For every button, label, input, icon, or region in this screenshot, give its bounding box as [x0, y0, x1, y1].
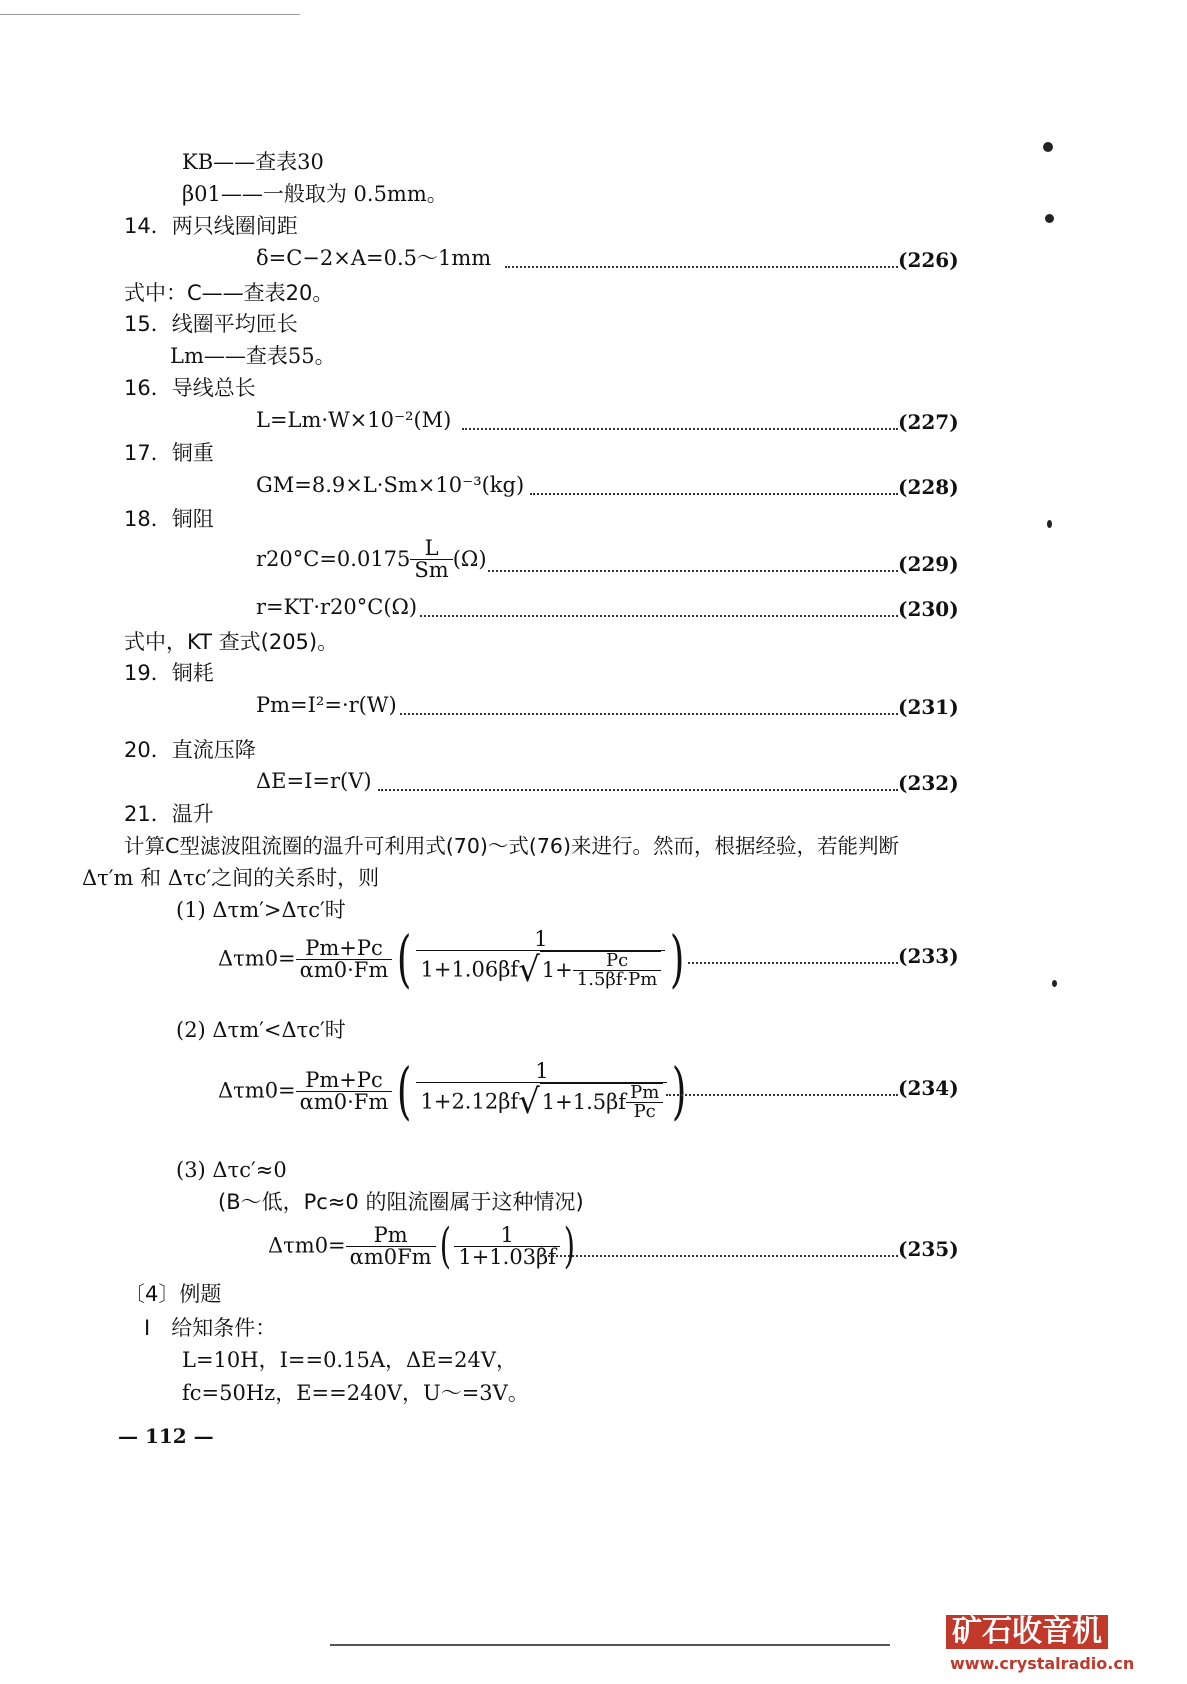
eq232-number: (232) — [898, 771, 959, 795]
eq235-num1: Pm — [346, 1225, 436, 1247]
section-21: 21．温升 — [124, 802, 214, 826]
radical-icon: √ — [518, 950, 540, 990]
eq226-body: δ=C−2×A=0.5～1mm — [256, 246, 492, 270]
section-15: 15．线圈平均匝长 — [124, 312, 298, 336]
eq229-fraction — [410, 538, 452, 581]
margin-speck — [1043, 142, 1053, 152]
eq233-den2 — [416, 951, 665, 989]
eq228-body: GM=8.9×L·Sm×10⁻³(kg) — [256, 473, 525, 497]
eq233-radicand — [540, 951, 662, 989]
margin-speck — [1052, 980, 1057, 987]
radical-icon: √ — [518, 1082, 540, 1122]
eq230-body: r=KT·r20°C(Ω) — [256, 595, 418, 619]
eq235-den2: 1+1.03βf — [458, 1244, 556, 1269]
eq228-number: (228) — [898, 475, 959, 499]
eq235-leader — [540, 1255, 898, 1257]
top-scan-line — [0, 14, 300, 15]
eq226-number: (226) — [898, 248, 959, 272]
note-kt: 式中，KT 查式(205)。 — [124, 630, 339, 654]
eq229-left: r20°C=0.0175 — [256, 547, 411, 571]
paragraph-line-2: Δτ′m 和 Δτc′之间的关系时，则 — [82, 866, 380, 890]
example-line-1: L=10H，I==0.15A，ΔE=24V， — [182, 1348, 517, 1372]
eq229-den: Sm — [414, 558, 449, 582]
bottom-scan-line — [330, 1644, 890, 1646]
example-line-2: fc=50Hz，E==240V，U～=3V。 — [182, 1381, 529, 1405]
eq235-number: (235) — [898, 1237, 959, 1261]
eq226-leader — [505, 266, 898, 268]
eq227-body: L=Lm·W×10⁻²(M) — [256, 408, 452, 432]
eq234-number: (234) — [898, 1076, 959, 1100]
eq233-fraction-2 — [416, 929, 665, 989]
eq234-fraction-2 — [416, 1061, 667, 1121]
eq233-inner-num: Pc — [573, 952, 662, 971]
eq235-close-paren: ) — [563, 1218, 575, 1274]
example-given: Ⅰ 给知条件： — [144, 1316, 277, 1340]
eq235-open-paren: ( — [439, 1218, 451, 1274]
eq235-fraction-2 — [454, 1222, 560, 1269]
eq234-formula — [218, 1054, 691, 1127]
eq233-den2b: 1+ — [541, 958, 573, 982]
beta01-line: β01——一般取为 0.5mm。 — [182, 182, 448, 206]
eq234-den1: αm0·Fm — [299, 1089, 389, 1114]
eq227-number: (227) — [898, 410, 959, 434]
example-heading: 〔4〕例题 — [124, 1282, 222, 1306]
case-1: (1) Δτm′>Δτc′时 — [176, 898, 346, 922]
eq227-leader — [462, 428, 898, 430]
case-3-note: (B～低，Pc≈0 的阻流圈属于这种情况) — [218, 1190, 584, 1214]
eq234-lhs: Δτm0= — [218, 1078, 296, 1103]
eq233-leader — [688, 962, 898, 964]
eq233-formula — [218, 922, 690, 995]
eq234-leader — [666, 1094, 898, 1096]
margin-speck — [1047, 520, 1052, 528]
eq233-den1: αm0·Fm — [299, 957, 389, 982]
eq229-formula — [256, 538, 487, 581]
eq235-num2: 1 — [454, 1225, 560, 1247]
eq235-fraction-1 — [346, 1222, 436, 1269]
section-19: 19．铜耗 — [124, 661, 214, 685]
kb-line: KB——查表30 — [182, 150, 324, 174]
eq233-lhs: Δτm0= — [218, 946, 296, 971]
eq233-fraction-1 — [296, 935, 393, 982]
eq233-num1: Pm+Pc — [296, 938, 393, 960]
case-3: (3) Δτc′≈0 — [176, 1158, 287, 1182]
eq234-num2: 1 — [416, 1061, 667, 1083]
section-16: 16．导线总长 — [124, 376, 256, 400]
eq234-inner-fraction — [626, 1084, 663, 1121]
eq233-inner-fraction — [573, 952, 662, 989]
eq233-den2a: 1+1.06βf — [420, 957, 519, 982]
margin-speck — [1045, 214, 1054, 223]
case-2: (2) Δτm′<Δτc′时 — [176, 1018, 346, 1042]
section-18: 18．铜阻 — [124, 507, 214, 531]
eq229-number: (229) — [898, 552, 959, 576]
eq233-close-paren: ) — [670, 922, 685, 995]
eq234-fraction-1 — [296, 1067, 393, 1114]
eq229-unit: (Ω) — [452, 547, 487, 571]
eq229-num: L — [410, 538, 452, 560]
section-20: 20．直流压降 — [124, 738, 256, 762]
eq231-leader — [400, 713, 898, 715]
eq235-formula — [268, 1218, 579, 1274]
lm-line: Lm——查表55。 — [170, 344, 336, 368]
eq233-open-paren: ( — [397, 922, 412, 995]
eq234-den2 — [416, 1083, 667, 1121]
eq231-number: (231) — [898, 695, 959, 719]
note-c: 式中：C——查表20。 — [124, 281, 334, 305]
eq234-den2a: 1+2.12βf — [420, 1089, 519, 1114]
eq234-inner-num: Pm — [626, 1084, 663, 1103]
eq230-leader — [420, 615, 898, 617]
eq229-leader — [488, 570, 898, 572]
eq234-num1: Pm+Pc — [296, 1070, 393, 1092]
eq234-inner-den: Pc — [633, 1101, 656, 1122]
eq232-body: ΔE=I=r(V) — [256, 769, 372, 793]
watermark-url: www.crystalradio.cn — [950, 1654, 1135, 1673]
eq235-den1: αm0Fm — [349, 1244, 432, 1269]
eq232-leader — [378, 789, 898, 791]
eq234-close-paren: ) — [672, 1054, 687, 1127]
paragraph-line-1: 计算C型滤波阻流圈的温升可利用式(70)～式(76)来进行。然而，根据经验，若能判断 — [124, 834, 899, 858]
eq233-inner-den: 1.5βf·Pm — [576, 969, 658, 990]
eq234-open-paren: ( — [397, 1054, 412, 1127]
eq228-leader — [530, 493, 898, 495]
eq231-body: Pm=I²=·r(W) — [256, 693, 397, 717]
eq230-number: (230) — [898, 597, 959, 621]
section-17: 17．铜重 — [124, 441, 214, 465]
section-14: 14．两只线圈间距 — [124, 214, 298, 238]
eq234-radicand — [540, 1083, 663, 1121]
eq234-den2b: 1+1.5βf — [541, 1090, 627, 1114]
page-number: — 112 — — [118, 1424, 214, 1448]
watermark-title: 矿石收音机 — [946, 1615, 1108, 1649]
eq233-number: (233) — [898, 944, 959, 968]
eq233-num2: 1 — [416, 929, 665, 951]
eq235-lhs: Δτm0= — [268, 1233, 346, 1258]
